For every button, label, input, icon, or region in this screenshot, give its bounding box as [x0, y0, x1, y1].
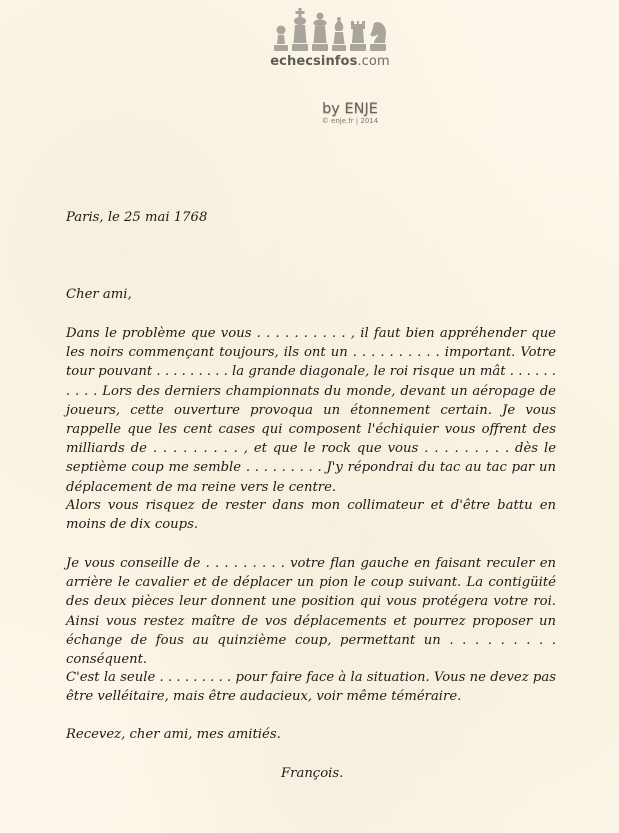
signature: François. — [281, 766, 344, 781]
chess-pieces-logo — [268, 6, 392, 52]
chess-pawn-icon — [273, 24, 289, 52]
chess-king-icon — [291, 8, 309, 52]
chess-rook-icon — [349, 20, 367, 52]
chess-queen-icon — [311, 12, 329, 52]
chess-bishop-icon — [331, 16, 347, 52]
site-name-suffix: .com — [357, 54, 390, 69]
site-logo[interactable] — [268, 6, 392, 69]
letter-paragraph: Je vous conseille de . . . . . . . . . votre flan gauche en faisant reculer en arrière le cavalier et de déplacer un pion le coup suivant. La contigüité des deux pièces leur donnent une position qui vous protégera votre roi. Ainsi vous restez maître de vos déplacements et pourrez proposer un échange de fous au quinzième coup, permettant un . . . . . . . . . conséquent. — [66, 556, 556, 668]
byline-block — [300, 101, 400, 126]
letter-paragraph: Dans le problème que vous . . . . . . . . . . , il faut bien appréhender que les noirs commençant toujours, ils ont un . . . . . . . . . . important. Votre tour pouvant . . . . . . . . . la grande diagonale, le roi risque un mât . . . . . . . . . . Lors des derniers championnats du monde, devant un aéropage de joueurs, cette ouverture provoqua un étonnement certain. Je vous rappelle que les cent cases qui composent l'échiquier vous offrent des milliards de . . . . . . . . . , et que le rock que vous . . . . . . . . . dès le septième coup me semble . . . . . . . . . J'y répondrai du tac au tac par un déplacement de ma reine vers le centre. — [66, 326, 556, 495]
closing-line: Recevez, cher ami, mes amitiés. — [66, 727, 281, 742]
letter-paragraph: Alors vous risquez de rester dans mon collimateur et d'être battu en moins de dix coups. — [66, 498, 556, 533]
site-name — [268, 54, 392, 69]
chess-knight-icon — [369, 20, 387, 52]
copyright-notice: © enje.fr | 2014 — [321, 117, 379, 125]
greeting: Cher ami, — [66, 287, 132, 302]
letter-paragraph: C'est la seule . . . . . . . . . pour faire face à la situation. Vous ne devez pas être velléitaire, mais être audacieux, voir même téméraire. — [66, 670, 556, 705]
place-date: Paris, le 25 mai 1768 — [66, 210, 208, 225]
author-byline: by ENJE — [322, 101, 378, 117]
site-name-main: echecsinfos — [270, 54, 358, 69]
